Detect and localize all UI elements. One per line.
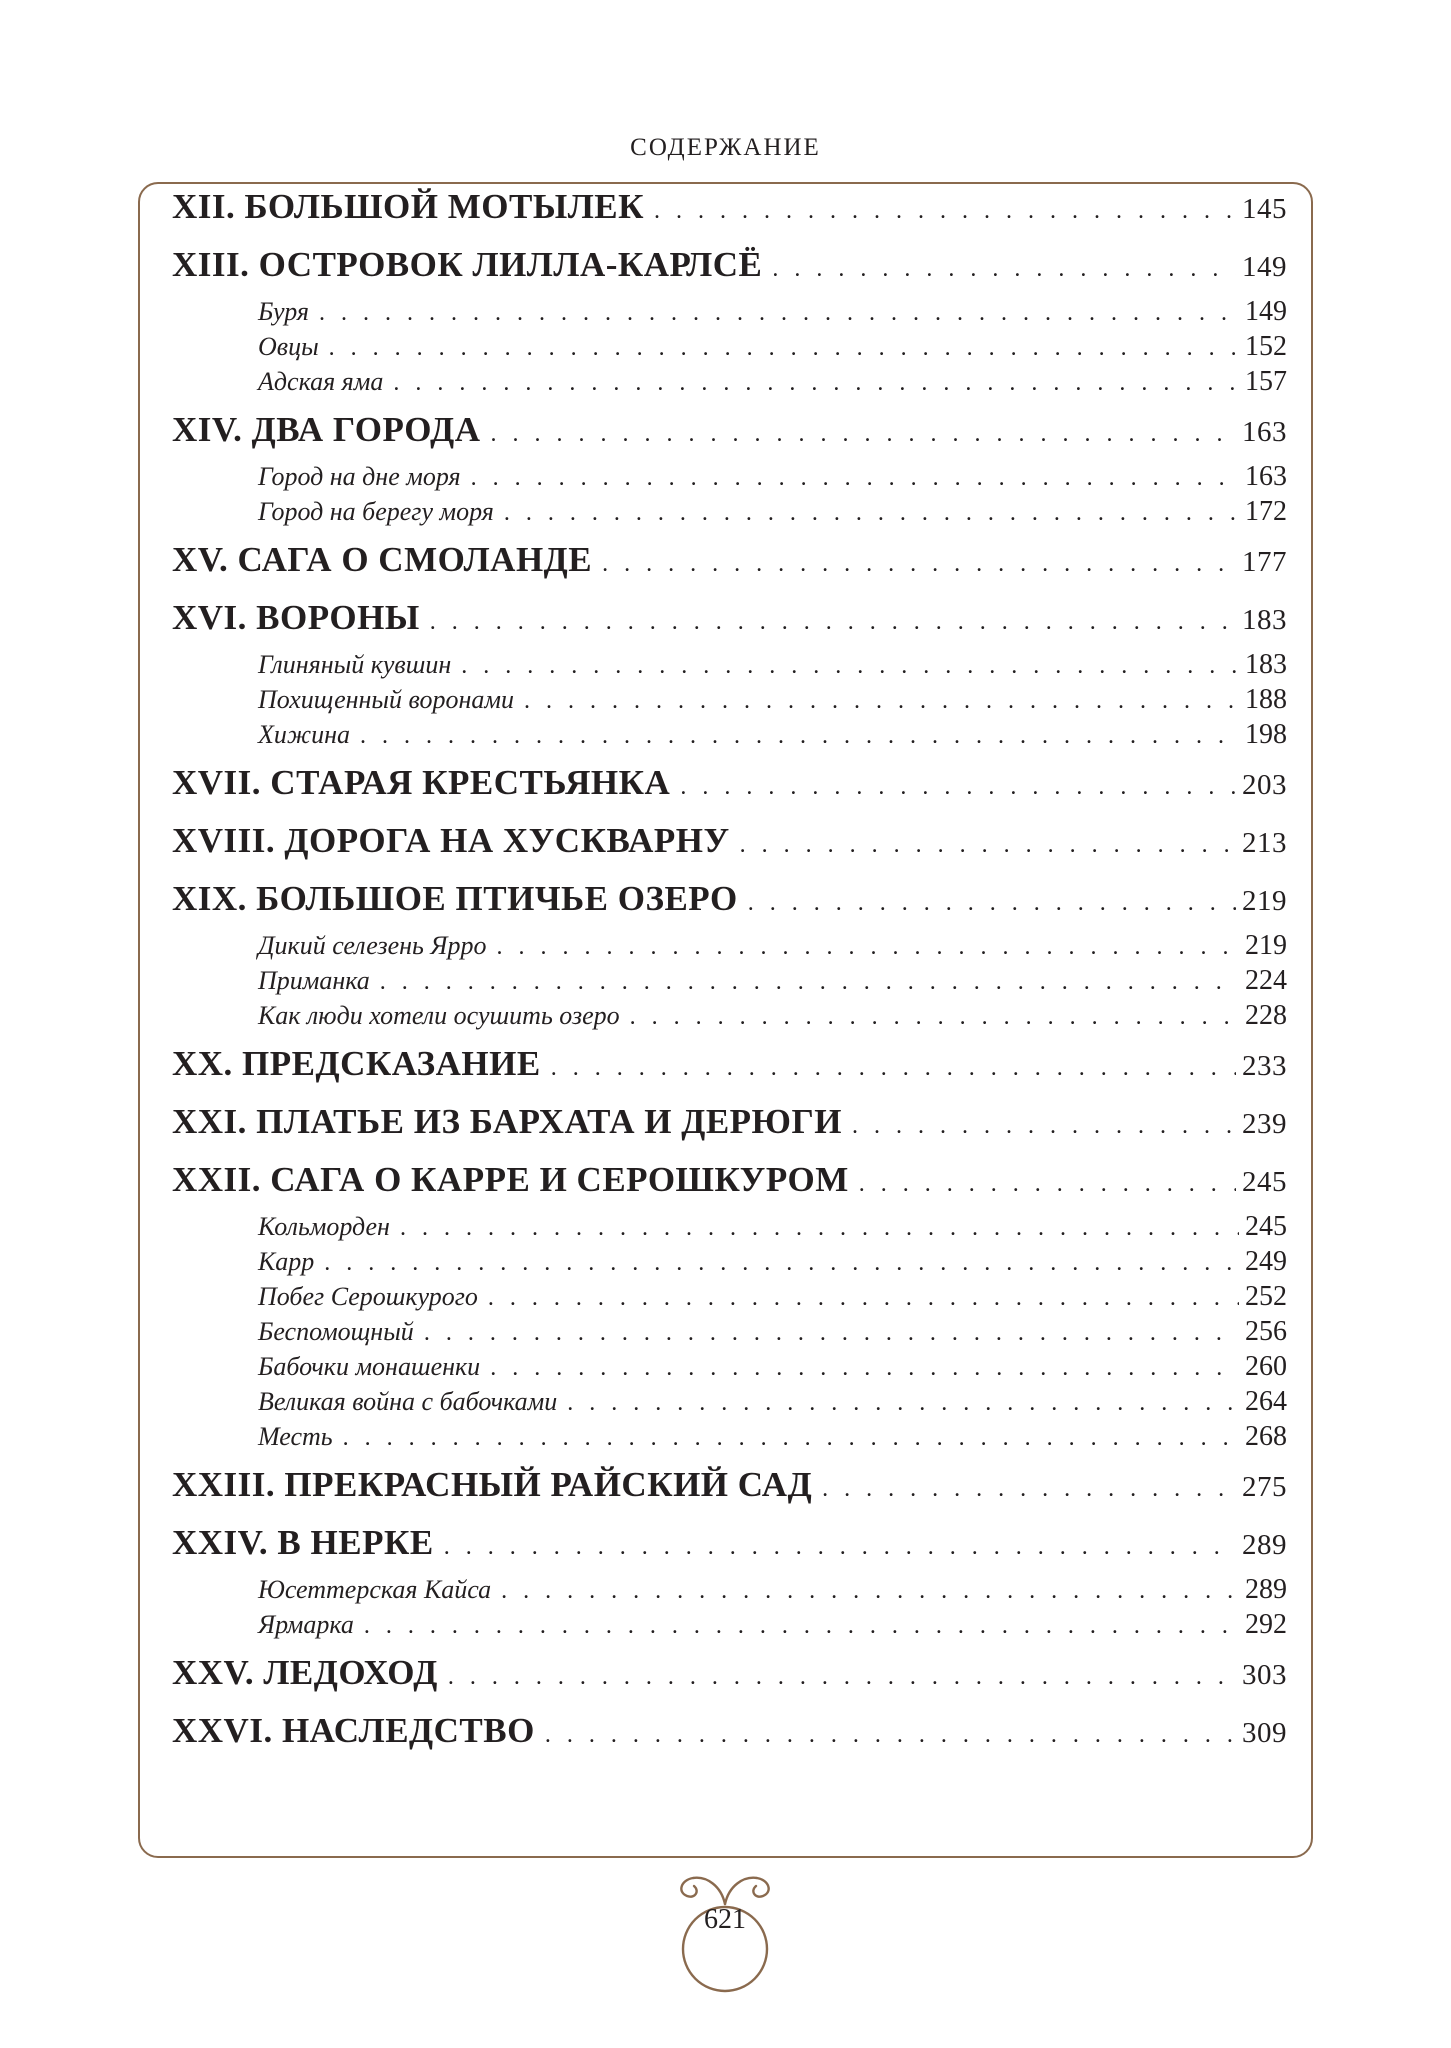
toc-entry-title: XVIII. ДОРОГА НА ХУСКВАРНУ: [172, 821, 730, 860]
toc-entry-title: Адская яма: [258, 367, 384, 396]
toc-entry-title: Приманка: [258, 966, 370, 995]
toc-entry-title: Дикий селезень Ярро: [258, 931, 487, 960]
leader-dots: [551, 1056, 1236, 1080]
toc-entry-title: Ярмарка: [258, 1610, 354, 1639]
toc-entry-page: 198: [1245, 719, 1287, 750]
toc-entry-page: 203: [1242, 769, 1287, 801]
toc-entry-page: 268: [1245, 1421, 1287, 1452]
leader-dots: [545, 1723, 1236, 1747]
toc-entry-title: Великая война с бабочками: [258, 1387, 558, 1416]
toc-entry-page: 228: [1245, 1000, 1287, 1031]
toc-subchapter-row: [258, 1316, 1287, 1348]
leader-dots: [567, 1391, 1239, 1415]
toc-subchapter-row: [258, 1609, 1287, 1641]
toc-entry-page: 188: [1245, 684, 1287, 715]
leader-dots: [329, 336, 1239, 360]
leader-dots: [380, 970, 1239, 994]
toc-chapter-row: [172, 1044, 1287, 1084]
toc-subchapter-row: [258, 296, 1287, 328]
toc-entry-title: Карр: [258, 1247, 315, 1276]
leader-dots: [602, 552, 1236, 576]
leader-dots: [654, 199, 1236, 223]
toc-entry-title: Похищенный воронами: [258, 685, 514, 714]
toc-entry-page: 249: [1245, 1246, 1287, 1277]
leader-dots: [424, 1321, 1239, 1345]
toc-entry-title: Беспомощный: [258, 1317, 414, 1346]
toc-entry-page: 149: [1242, 251, 1287, 283]
leader-dots: [393, 371, 1239, 395]
toc-subchapter-row: [258, 1386, 1287, 1418]
toc-subchapter-row: [258, 1211, 1287, 1243]
toc-entry-page: 309: [1242, 1717, 1287, 1749]
toc-entry-title: XX. ПРЕДСКАЗАНИЕ: [172, 1044, 541, 1083]
toc-subchapter-row: [258, 1574, 1287, 1606]
toc-subchapter-row: [258, 461, 1287, 493]
toc-chapter-row: [172, 410, 1287, 450]
leader-dots: [490, 1356, 1239, 1380]
toc-chapter-row: [172, 1102, 1287, 1142]
leader-dots: [343, 1426, 1239, 1450]
toc-entry-title: Город на берегу моря: [258, 497, 494, 526]
toc-entry-title: XXVI. НАСЛЕДСТВО: [172, 1711, 535, 1750]
toc-entry-page: 264: [1245, 1386, 1287, 1417]
toc-subchapter-row: [258, 1421, 1287, 1453]
toc-entry-page: 256: [1245, 1316, 1287, 1347]
toc-chapter-row: [172, 879, 1287, 919]
toc-subchapter-row: [258, 930, 1287, 962]
leader-dots: [772, 257, 1236, 281]
leader-dots: [748, 891, 1236, 915]
leader-dots: [488, 1286, 1239, 1310]
toc-chapter-row: [172, 540, 1287, 580]
leader-dots: [501, 1579, 1239, 1603]
leader-dots: [822, 1477, 1236, 1501]
toc-entry-page: 183: [1245, 649, 1287, 680]
toc-entry-page: 157: [1245, 366, 1287, 397]
toc-entry-page: 213: [1242, 827, 1287, 859]
toc-entry-title: Кольморден: [258, 1212, 390, 1241]
toc-entry-title: Глиняный кувшин: [258, 650, 452, 679]
toc-entry-title: Овцы: [258, 332, 319, 361]
toc-subchapter-row: [258, 331, 1287, 363]
toc-entry-title: XXII. САГА О КАРРЕ И СЕРОШКУРОМ: [172, 1160, 849, 1199]
leader-dots: [504, 501, 1239, 525]
toc-entry-page: 219: [1242, 885, 1287, 917]
toc-entry-page: 292: [1245, 1609, 1287, 1640]
toc-entry-page: 172: [1245, 496, 1287, 527]
toc-entry-title: Город на дне моря: [258, 462, 461, 491]
toc-entry-title: Как люди хотели осушить озеро: [258, 1001, 620, 1030]
toc-entry-title: Буря: [258, 297, 309, 326]
toc-entry-page: 183: [1242, 604, 1287, 636]
toc-entry-title: XII. БОЛЬШОЙ МОТЫЛЕК: [172, 187, 645, 226]
leader-dots: [852, 1114, 1236, 1138]
toc-entry-page: 289: [1245, 1574, 1287, 1605]
toc-subchapter-row: [258, 684, 1287, 716]
toc-entry-page: 219: [1245, 930, 1287, 961]
toc-subchapter-row: [258, 1351, 1287, 1383]
leader-dots: [471, 466, 1239, 490]
leader-dots: [364, 1614, 1239, 1638]
toc-entry-title: XXI. ПЛАТЬЕ ИЗ БАРХАТА И ДЕРЮГИ: [172, 1102, 842, 1141]
toc-entry-page: 275: [1242, 1471, 1287, 1503]
leader-dots: [524, 689, 1239, 713]
toc-entry-title: XVII. СТАРАЯ КРЕСТЬЯНКА: [172, 763, 671, 802]
toc-chapter-row: [172, 1160, 1287, 1200]
toc-entry-page: 233: [1242, 1050, 1287, 1082]
toc-entry-title: XXIII. ПРЕКРАСНЫЙ РАЙСКИЙ САД: [172, 1465, 813, 1504]
toc-chapter-row: [172, 821, 1287, 861]
toc-entry-title: XIX. БОЛЬШОЕ ПТИЧЬЕ ОЗЕРО: [172, 879, 738, 918]
toc-entry-page: 145: [1242, 193, 1287, 225]
toc-subchapter-row: [258, 1000, 1287, 1032]
toc-subchapter-row: [258, 719, 1287, 751]
page-number: 621: [704, 1904, 746, 1935]
toc-entry-title: Хижина: [258, 720, 350, 749]
leader-dots: [496, 935, 1239, 959]
toc-entry-page: 177: [1242, 546, 1287, 578]
toc-entry-page: 303: [1242, 1659, 1287, 1691]
toc-entry-page: 152: [1245, 331, 1287, 362]
toc-subchapter-row: [258, 1246, 1287, 1278]
leader-dots: [680, 775, 1236, 799]
leader-dots: [859, 1172, 1236, 1196]
toc-chapter-row: [172, 245, 1287, 285]
leader-dots: [400, 1216, 1239, 1240]
leader-dots: [448, 1665, 1236, 1689]
toc-entry-page: 224: [1245, 965, 1287, 996]
leader-dots: [430, 610, 1236, 634]
toc-subchapter-row: [258, 366, 1287, 398]
toc-entry-page: 260: [1245, 1351, 1287, 1382]
toc-entry-page: 239: [1242, 1108, 1287, 1140]
toc-chapter-row: [172, 1711, 1287, 1751]
toc-entry-page: 149: [1245, 296, 1287, 327]
toc-entry-title: Побег Серошкурого: [258, 1282, 478, 1311]
toc-entry-title: XXV. ЛЕДОХОД: [172, 1653, 438, 1692]
toc-chapter-row: [172, 187, 1287, 227]
running-header: СОДЕРЖАНИЕ: [630, 134, 821, 161]
leader-dots: [491, 422, 1236, 446]
leader-dots: [324, 1251, 1239, 1275]
toc-chapter-row: [172, 1653, 1287, 1693]
toc-subchapter-row: [258, 1281, 1287, 1313]
leader-dots: [319, 301, 1239, 325]
toc-entry-page: 245: [1242, 1166, 1287, 1198]
toc-entry-page: 245: [1245, 1211, 1287, 1242]
toc-entry-title: Бабочки монашенки: [258, 1352, 481, 1381]
leader-dots: [630, 1005, 1239, 1029]
toc-entry-page: 289: [1242, 1529, 1287, 1561]
toc-chapter-row: [172, 1523, 1287, 1563]
toc-entry-title: Юсеттерская Кайса: [258, 1575, 492, 1604]
toc-subchapter-row: [258, 496, 1287, 528]
toc-entry-title: XIV. ДВА ГОРОДА: [172, 410, 481, 449]
toc-subchapter-row: [258, 649, 1287, 681]
leader-dots: [360, 724, 1239, 748]
toc-chapter-row: [172, 763, 1287, 803]
toc-entry-title: XXIV. В НЕРКЕ: [172, 1523, 434, 1562]
leader-dots: [444, 1535, 1236, 1559]
toc-entry-title: Месть: [258, 1422, 333, 1451]
toc-chapter-row: [172, 1465, 1287, 1505]
toc-entry-title: XV. САГА О СМОЛАНДЕ: [172, 540, 593, 579]
toc-entry-title: XIII. ОСТРОВОК ЛИЛЛА-КАРЛСЁ: [172, 245, 763, 284]
toc-entry-page: 252: [1245, 1281, 1287, 1312]
toc-entry-page: 163: [1242, 416, 1287, 448]
toc-chapter-row: [172, 598, 1287, 638]
toc-entry-page: 163: [1245, 461, 1287, 492]
leader-dots: [461, 654, 1239, 678]
toc-entry-title: XVI. ВОРОНЫ: [172, 598, 420, 637]
leader-dots: [740, 833, 1236, 857]
toc-subchapter-row: [258, 965, 1287, 997]
